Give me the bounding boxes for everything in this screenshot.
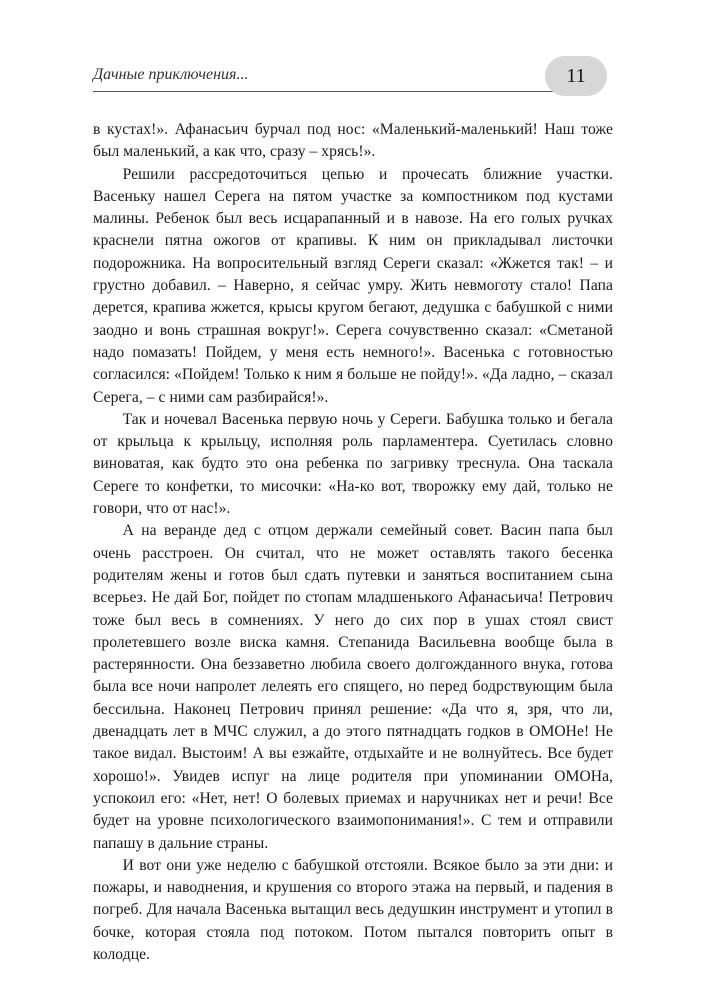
running-title: Дачные приключения...	[93, 66, 249, 83]
paragraph: И вот они уже неделю с бабушкой отстояли. Всякое было за эти дни: и пожары, и наводнения, и крушения со второго этажа на первый, и падения в погреб. Для начала Васенька вытащил весь дедушкин инструмент и утопил в бочке, которая стояла под потоком. Потом пытался повторить опыт в колодце.	[93, 856, 613, 963]
header-rule	[93, 91, 553, 92]
paragraph: Так и ночевал Васенька первую ночь у Сереги. Бабушка только и бегала от крыльца к крыльцу, исполняя роль парламентера. Суетилась словно виноватая, как будто это она ребенка по загривку треснула. Она таскала Сереге то конфетки, то мисочки: «На-ко вот, творожку ему дай, только не говори, что от нас!».	[93, 410, 613, 518]
paragraph: в кустах!». Афанасьич бурчал под нос: «Маленький-маленький! Наш тоже был маленький, а как что, сразу – хрясь!».	[93, 121, 613, 161]
page-number: 11	[566, 64, 586, 87]
paragraph: Решили рассредоточиться цепью и прочесать ближние участки. Васеньку нашел Серега на пятом участке за компостником под кустами малины. Ребенок был весь исцарапанный и в навозе. На его голых ручках краснели пятна ожогов от крапивы. К ним он прикладывал листочки подорожника. На вопросительный взгляд Сереги сказал: «Жжется так! – и грустно добавил. – Наверно, я сейчас умру. Жить невмоготу стало! Папа дерется, крапива жжется, крысы кругом бегают, дедушка с бабушкой с ними заодно и вонь страшная вокруг!». Серега сочувственно сказал: «Сметаной надо помазать! Пойдем, у меня есть немного!». Васенька с готовностью согласился: «Пойдем! Только к ним я больше не пойду!». «Да ладно, – сказал Серега, – с ними сам разбирайся!».	[93, 165, 613, 406]
page-header	[93, 62, 613, 96]
page-number-badge	[545, 56, 607, 96]
paragraph: А на веранде дед с отцом держали семейный совет. Васин папа был очень расстроен. Он считал, что не может оставлять такого бесенка родителям жены и готов был сдать путевки и заняться воспитанием сына всерьез. Не дай Бог, пойдет по стопам младшенького Афанасьича! Петрович тоже был весь в сомнениях. У него до сих пор в ушах стоял свист пролетевшего возле виска камня. Степанида Васильевна вообще была в растерянности. Она беззаветно любила своего долгожданного внука, готова была все ночи напролет лелеять его спящего, но перед бодрствующим была бессильна. Наконец Петрович принял решение: «Да что я, зря, что ли, двенадцать лет в МЧС служил, а до этого пятнадцать годков в ОМОНе! Не такое видал. Выстоим! А вы езжайте, отдыхайте и не волнуйтесь. Все будет хорошо!». Увидев испуг на лице родителя при упоминании ОМОНа, успокоил его: «Нет, нет! О болевых приемах и наручниках нет и речи! Все будет на уровне психологического взаимопонимания!». С тем и отправили папашу в дальние страны.	[93, 522, 613, 852]
body-text	[93, 119, 613, 966]
